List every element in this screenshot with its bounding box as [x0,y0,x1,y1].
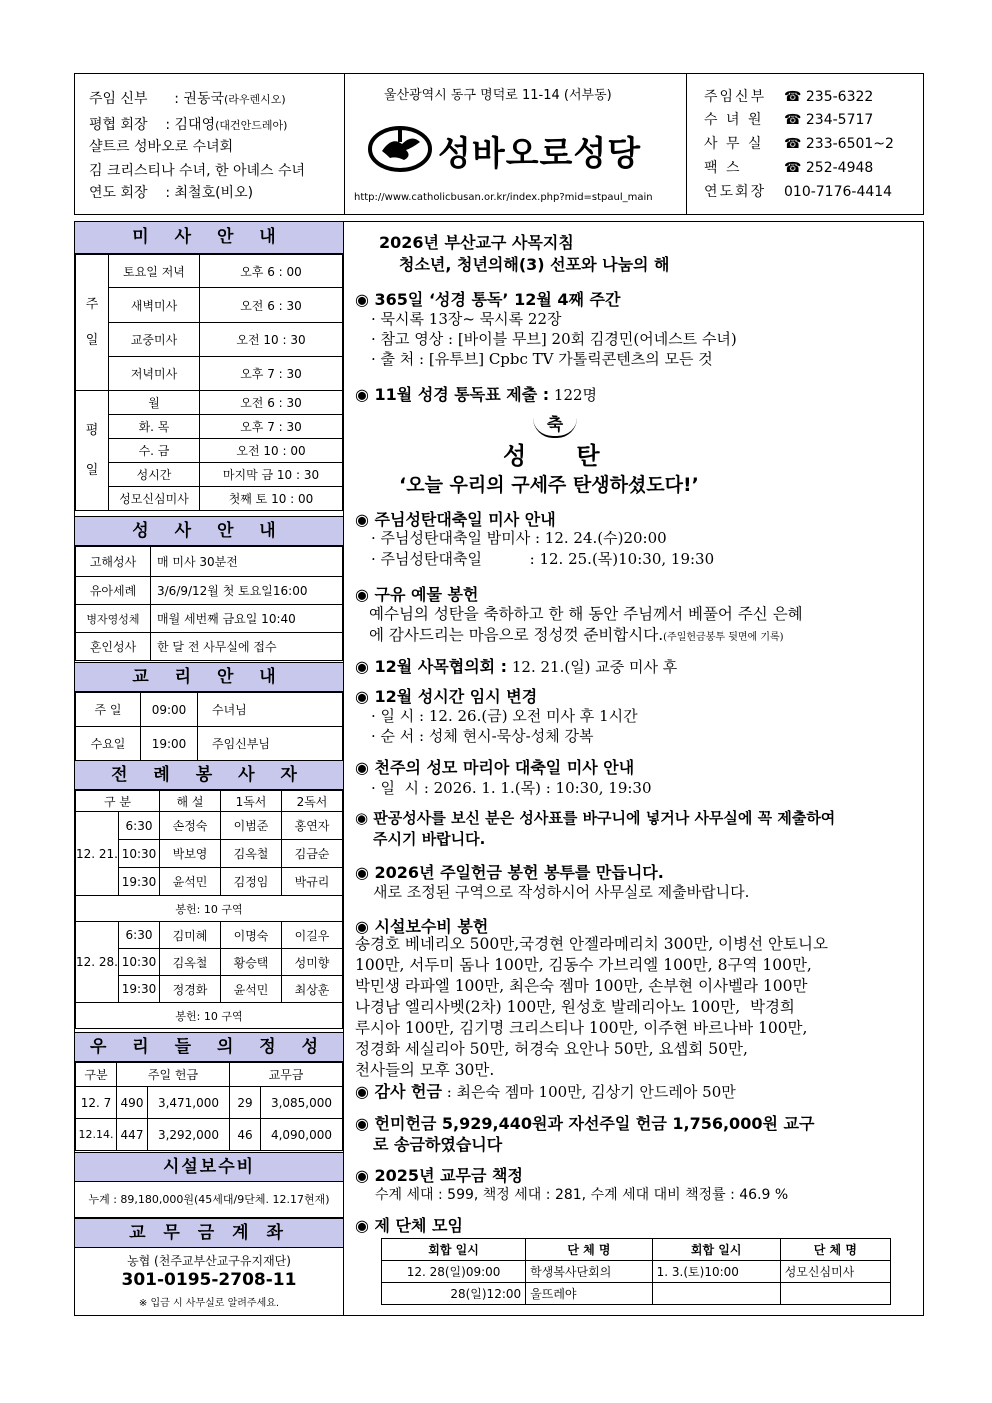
thanks-line: ◉ 감사 헌금 : 최은숙 젬마 100만, 김상기 안드레아 50만 [355,1082,736,1101]
bible-title: ◉ 365일 ‘성경 통독’ 12월 4째 주간 [355,290,621,309]
account-number: 301-0195-2708-11 [121,1270,297,1290]
bulletin-body [74,221,924,1316]
dues-line: 수계 세대 : 599, 책정 세대 : 281, 수계 세대 대비 책정률 : 46.9 % [375,1187,789,1203]
xmas-mass-title: ◉ 주님성탄대축일 미사 안내 [355,510,556,529]
servers-table: 구 분 해 설 1독서 2독서 12. 21. 6:30 손정숙 이범준 홍연자 10:30 박보영 김옥철 김금순 19:30 윤석민 김정임 박규리 봉헌: 10 구역 12. 28. 6:30 김미혜 이명숙 이길우 10:30 김옥철 황승택 성미향 19:30 정경화 윤석민 최상훈 봉헌: 10 구역 [75,790,343,1029]
envelope-line: 새로 조정된 구역으로 작성하시어 사무실로 제출바랍니다. [373,883,750,901]
contact-row: 사 무 실 ☎ 233-6501~2 [704,136,894,152]
mass-title: 미 사 안 내 [75,222,343,254]
offerings-table: 구분 주일 헌금 교무금 12. 7 490 3,471,000 29 3,085,000 12.14. 447 3,292,000 46 4,090,000 [75,1062,343,1151]
xmas-mass-line: · 주님성탄대축일 밤미사 : 12. 24.(수)20:00 [371,529,667,547]
sacrament-table: 고해성사 매 미사 30분전 유아세례 3/6/9/12월 첫 토요일16:00 병자영성체 매월 세번째 금요일 10:40 혼인성사 한 달 전 사무실에 접수 [75,546,343,661]
christmas-title: 성 탄 [503,442,600,470]
contact-row: 수 녀 원 ☎ 234-5717 [704,112,874,128]
contact-row: 주임신부 ☎ 235-6322 [704,89,874,105]
contacts [686,74,923,214]
groups-table: 회합 일시 단 체 명 회합 일시 단 체 명 12. 28(일)09:00 학생복사단회의 1. 3.(토)10:00 성모신심미사 28(일)12:00 울뜨레야 [381,1238,891,1305]
holyhour-line: · 순 서 : 성체 현시-묵상-성체 강복 [371,727,594,745]
confession-line: ◉ 판공성사를 보신 분은 성사표를 바구니에 넣거나 사무실에 꼭 제출하여 [355,809,836,827]
council-line: ◉ 12월 사목협의회 : 12. 21.(일) 교중 미사 후 [355,657,678,676]
facility-donation-title: ◉ 시설보수비 봉헌 [355,917,489,936]
church-name: 성바오로성당 [438,134,642,174]
bible-line: · 묵시록 13장~ 묵시록 22장 [371,310,562,328]
website-link[interactable]: http://www.catholicbusan.or.kr/index.php?mid=stpaul_main [354,192,653,203]
catechism-title: 교 리 안 내 [75,662,343,692]
church-title-block [344,74,687,214]
submit-line: ◉ 11월 성경 통독표 제출 : 122명 [355,385,598,404]
account-note: ※ 입금 시 사무실로 알려주세요. [138,1298,280,1309]
account-bank: 농협 (천주교부산교구유지재단) [127,1254,291,1268]
weekday-label: 평 일 [76,391,109,511]
servers-title: 전 례 봉 사 자 [75,760,343,790]
xmas-mass-line: · 주님성탄대축일 : 12. 25.(목)10:30, 19:30 [371,550,715,568]
dove-cross-icon [368,126,432,172]
confession-line: 주시기 바랍니다. [373,830,486,848]
bulletin-header [74,73,924,215]
chuk-ornament: 축 [533,410,577,438]
church-logo [368,126,668,176]
bible-line: · 참고 영상 : [바이블 무브] 20회 김경민(어네스트 수녀) [371,330,737,348]
sacrament-title: 성 사 안 내 [75,516,343,546]
pastoral-title: 2026년 부산교구 사목지침 [379,233,574,252]
facility-title: 시설보수비 [75,1152,343,1182]
mass-table: 주 일 토요일 저녁 오후 6 : 00 새벽미사 오전 6 : 30 교중미사 오전 10 : 30 저녁미사 오후 7 : 30 평 일 월 오전 6 : 30 화. 목 오후 7 : 30 수. 금 오전 10 : 00 성시간 마지막 금 10 : 30 성모신심미사 첫째 토 10 : 00 [75,254,343,511]
sent-line: ◉ 헌미헌금 5,929,440원과 자선주일 헌금 1,756,000원 교구 [355,1114,815,1133]
groups-title: ◉ 제 단체 모임 [355,1216,463,1235]
christmas-line: ‘오늘 우리의 구세주 탄생하셨도다!’ [399,474,699,496]
sisters-line: 샬트르 성바오로 수녀회 [89,139,234,155]
facility-total: 누계 : 89,180,000원(45세대/9단체. 12.17현재) [75,1182,343,1218]
crib-line: 예수님의 성탄을 축하하고 한 해 동안 주님께서 베풀어 주신 은혜 [369,605,803,623]
catechism-table: 주 일 09:00 수녀님 수요일 19:00 주임신부님 [75,692,343,761]
holyhour-title: ◉ 12월 성시간 임시 변경 [355,687,538,706]
sent-line: 로 송금하였습니다 [373,1135,503,1154]
mary-line: · 일 시 : 2026. 1. 1.(목) : 10:30, 19:30 [371,779,652,797]
sunday-label: 주 일 [76,255,109,391]
left-column [75,222,344,1315]
holyhour-line: · 일 시 : 12. 26.(금) 오전 미사 후 1시간 [371,707,638,725]
council-president-line: 평협 회장 : 김대영(대건안드레아) [89,117,288,133]
address: 울산광역시 동구 명덕로 11-14 (서부동) [384,88,612,103]
offerings-title: 우 리 들 의 정 성 [75,1032,343,1062]
facility-donation-list: 송경호 베네리오 500만,국경현 안젤라메리치 300만, 이병선 안토니오 100만, 서두미 돔나 100만, 김동수 가브리엘 100만, 8구역 100만, 박민생 라파엘 100만, 최은숙 젬마 100만, 손부현 이사벨라 100만 나경남 엘리사벳(2차) 100만, 원성호 발레리아노 100만, 박경희 루시아 100만, 김기명 크리스티나 100만, 이주현 바르나바 100만, 정경화 세실리아 50만, 허경숙 요안나 50만, 요셉회 50만, 천사들의 모후 30만. [355,935,828,1079]
account-title: 교 무 금 계 좌 [75,1218,343,1248]
mary-title: ◉ 천주의 성모 마리아 대축일 미사 안내 [355,758,635,777]
dues-title: ◉ 2025년 교무금 책정 [355,1166,523,1185]
crib-title: ◉ 구유 예물 봉헌 [355,585,479,604]
envelope-title: ◉ 2026년 주일헌금 봉헌 봉투를 만듭니다. [355,863,664,882]
yeondo-line: 연도 회장 : 최철호(비오) [89,185,254,201]
contact-row: 연도회장 010-7176-4414 [704,184,893,200]
pastoral-sub: 청소년, 청년의해(3) 선포와 나눔의 해 [399,255,670,274]
pastor-line: 주임 신부 : 권동국(라우렌시오) [89,91,286,107]
crib-line: 에 감사드리는 마음으로 정성껏 준비합시다.(주일헌금봉투 뒷면에 기록) [369,626,784,644]
right-column [343,222,923,1315]
bible-line: · 출 처 : [유투브] Cpbc TV 가톨릭콘텐츠의 모든 것 [371,350,713,368]
clergy-info [75,74,345,214]
sisters-names: 김 크리스티나 수녀, 한 아녜스 수녀 [89,163,306,179]
contact-row: 팩 스 ☎ 252-4948 [704,160,874,176]
